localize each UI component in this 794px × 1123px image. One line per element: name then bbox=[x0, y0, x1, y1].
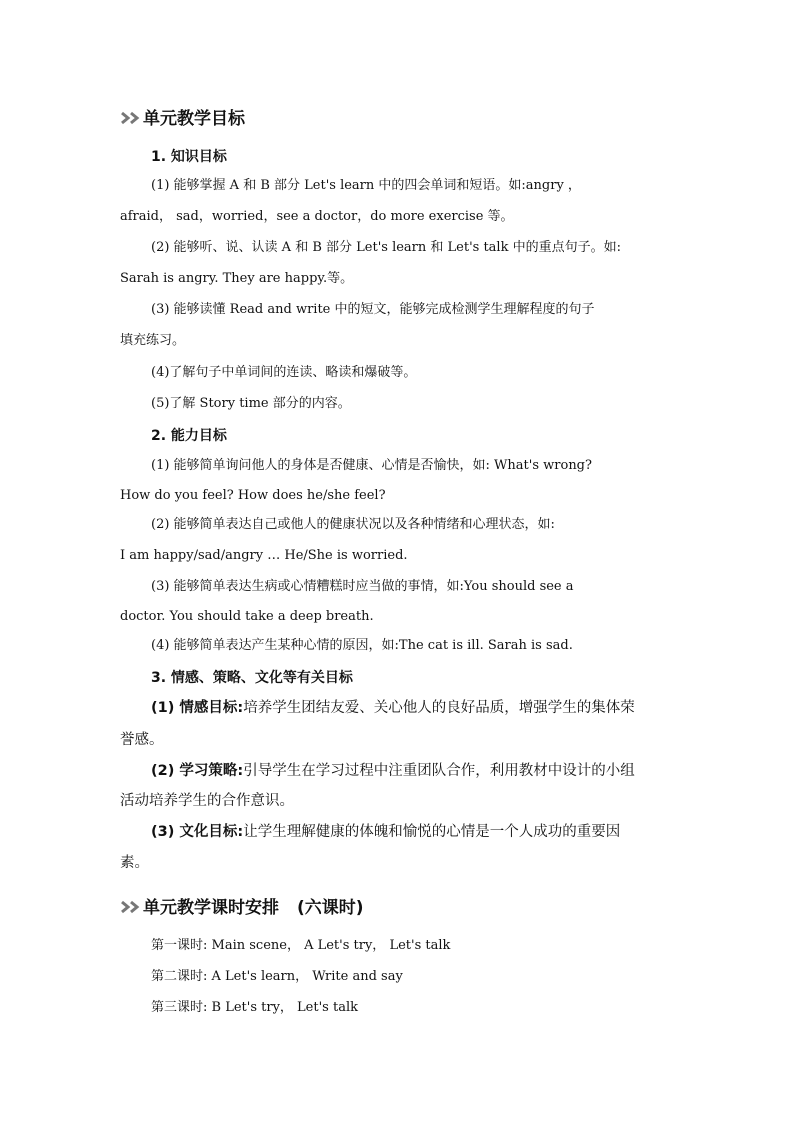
knowledge-item-3-line-2: 填充练习。 bbox=[120, 333, 186, 348]
ability-item-1-line-1: (1) 能够简单询问他人的身体是否健康、心情是否愉快，如: What's wrong? bbox=[151, 458, 592, 473]
ability-item-4: (4) 能够简单表达产生某种心情的原因，如:The cat is ill. Sarah is sad. bbox=[151, 638, 573, 653]
strategy-goal-text: 引导学生在学习过程中注重团队合作，利用教材中设计的小组 bbox=[243, 763, 635, 779]
double-chevron-icon bbox=[120, 111, 142, 125]
double-chevron-icon bbox=[120, 900, 142, 914]
ability-item-3-line-1: (3) 能够简单表达生病或心情糟糕时应当做的事情，如:You should see a bbox=[151, 579, 574, 594]
ability-item-1-line-2: How do you feel? How does he/she feel? bbox=[120, 488, 386, 503]
knowledge-item-4: (4)了解句子中单词间的连读、略读和爆破等。 bbox=[151, 365, 417, 380]
ability-heading: 2. 能力目标 bbox=[151, 428, 227, 444]
section-title: 单元教学目标 bbox=[143, 109, 245, 129]
knowledge-item-1-line-2: afraid， sad，worried，see a doctor，do more exercise 等。 bbox=[120, 209, 514, 224]
affect-heading: 3. 情感、策略、文化等有关目标 bbox=[151, 670, 353, 686]
knowledge-item-2-line-2: Sarah is angry. They are happy.等。 bbox=[120, 271, 354, 286]
knowledge-heading: 1. 知识目标 bbox=[151, 149, 227, 165]
strategy-goal-label: (2) 学习策略: bbox=[151, 763, 244, 779]
section-heading-schedule bbox=[120, 893, 364, 918]
ability-item-3-line-2: doctor. You should take a deep breath. bbox=[120, 609, 374, 624]
culture-goal-text: 让学生理解健康的体魄和愉悦的心情是一个人成功的重要因 bbox=[243, 824, 621, 840]
schedule-item-2: 第二课时: A Let's learn， Write and say bbox=[151, 969, 403, 984]
ability-item-2-line-1: (2) 能够简单表达自己或他人的健康状况以及各种情绪和心理状态，如: bbox=[151, 517, 555, 532]
section-title: 单元教学课时安排 bbox=[143, 898, 279, 918]
knowledge-item-3-line-1: (3) 能够读懂 Read and write 中的短文，能够完成检测学生理解程度的句子 bbox=[151, 302, 595, 317]
affect-item-1-line-2: 誉感。 bbox=[120, 732, 164, 748]
emotion-goal-label: (1) 情感目标: bbox=[151, 700, 244, 716]
knowledge-item-5: (5)了解 Story time 部分的内容。 bbox=[151, 396, 351, 411]
ability-item-2-line-2: I am happy/sad/angry … He/She is worried. bbox=[120, 548, 408, 563]
knowledge-item-1-line-1: (1) 能够掌握 A 和 B 部分 Let's learn 中的四会单词和短语。如:angry ， bbox=[151, 178, 581, 193]
emotion-goal-text: 培养学生团结友爱、关心他人的良好品质，增强学生的集体荣 bbox=[243, 700, 635, 716]
affect-item-3-line-1 bbox=[151, 823, 673, 841]
affect-item-1-line-1 bbox=[151, 699, 673, 717]
culture-goal-label: (3) 文化目标: bbox=[151, 824, 244, 840]
knowledge-item-2-line-1: (2) 能够听、说、认读 A 和 B 部分 Let's learn 和 Let's talk 中的重点句子。如: bbox=[151, 240, 621, 255]
section-heading-objectives bbox=[120, 104, 245, 129]
affect-item-2-line-1 bbox=[151, 762, 673, 780]
schedule-item-3: 第三课时: B Let's try， Let's talk bbox=[151, 1000, 358, 1015]
schedule-item-1: 第一课时: Main scene， A Let's try， Let's talk bbox=[151, 938, 451, 953]
lesson-count: (六课时) bbox=[297, 898, 364, 918]
affect-item-2-line-2: 活动培养学生的合作意识。 bbox=[120, 793, 294, 809]
affect-item-3-line-2: 素。 bbox=[120, 855, 149, 871]
